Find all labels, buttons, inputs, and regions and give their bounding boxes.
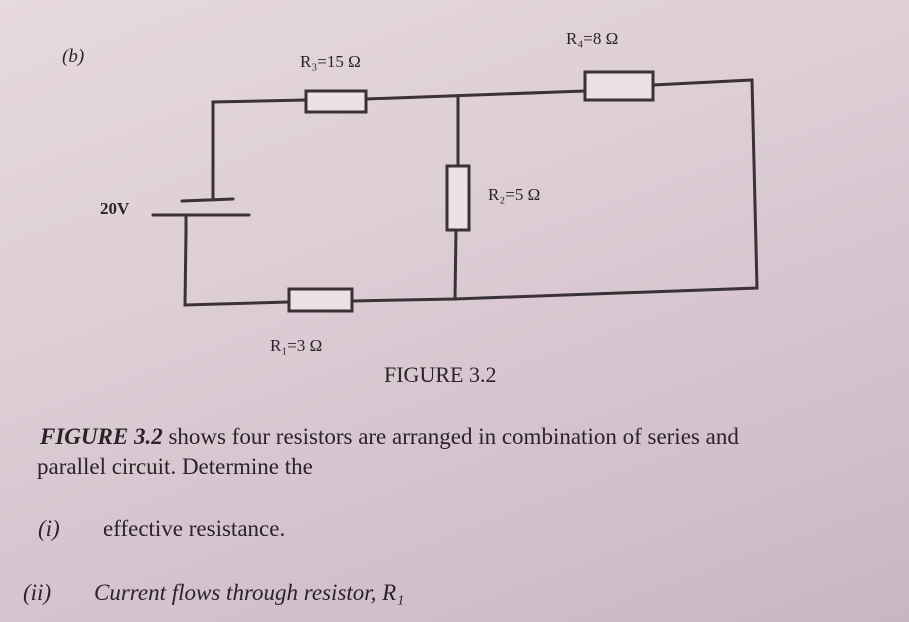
paragraph-line-2: parallel circuit. Determine the — [37, 454, 313, 479]
resistor-r2 — [447, 166, 469, 230]
resistor-r3 — [306, 91, 366, 112]
wire-top-middle — [366, 91, 585, 99]
wire-top-left — [213, 100, 306, 200]
label-r2: R₂=5 Ω — [488, 185, 541, 204]
item-text: Current flows through resistor, R₁ — [94, 580, 405, 605]
part-label: (b) — [62, 46, 85, 67]
label-r3: R₃=15 Ω — [300, 52, 361, 71]
battery-short-plate — [182, 199, 233, 201]
question-paragraph — [37, 422, 739, 482]
item-text: effective resistance. — [103, 516, 286, 541]
paragraph-line-1-text: shows four resistors are arranged in combination of series and — [162, 424, 739, 449]
wire-branch-bottom — [455, 230, 456, 299]
item-number: (ii) — [23, 580, 52, 605]
wire-bottom-left — [185, 232, 289, 305]
resistor-r4 — [585, 72, 653, 100]
resistor-r1 — [289, 289, 352, 311]
figure-caption: FIGURE 3.2 — [384, 362, 497, 387]
figure-reference: FIGURE 3.2 — [40, 424, 163, 449]
label-r4: R₄=8 Ω — [566, 29, 619, 48]
paragraph-line-1 — [40, 422, 739, 452]
wire-bottom-right — [352, 299, 455, 301]
list-item — [23, 580, 404, 606]
item-number: (i) — [38, 516, 60, 541]
list-item — [38, 516, 285, 542]
battery-label: 20V — [100, 199, 130, 218]
label-r1: R₁=3 Ω — [270, 336, 323, 355]
